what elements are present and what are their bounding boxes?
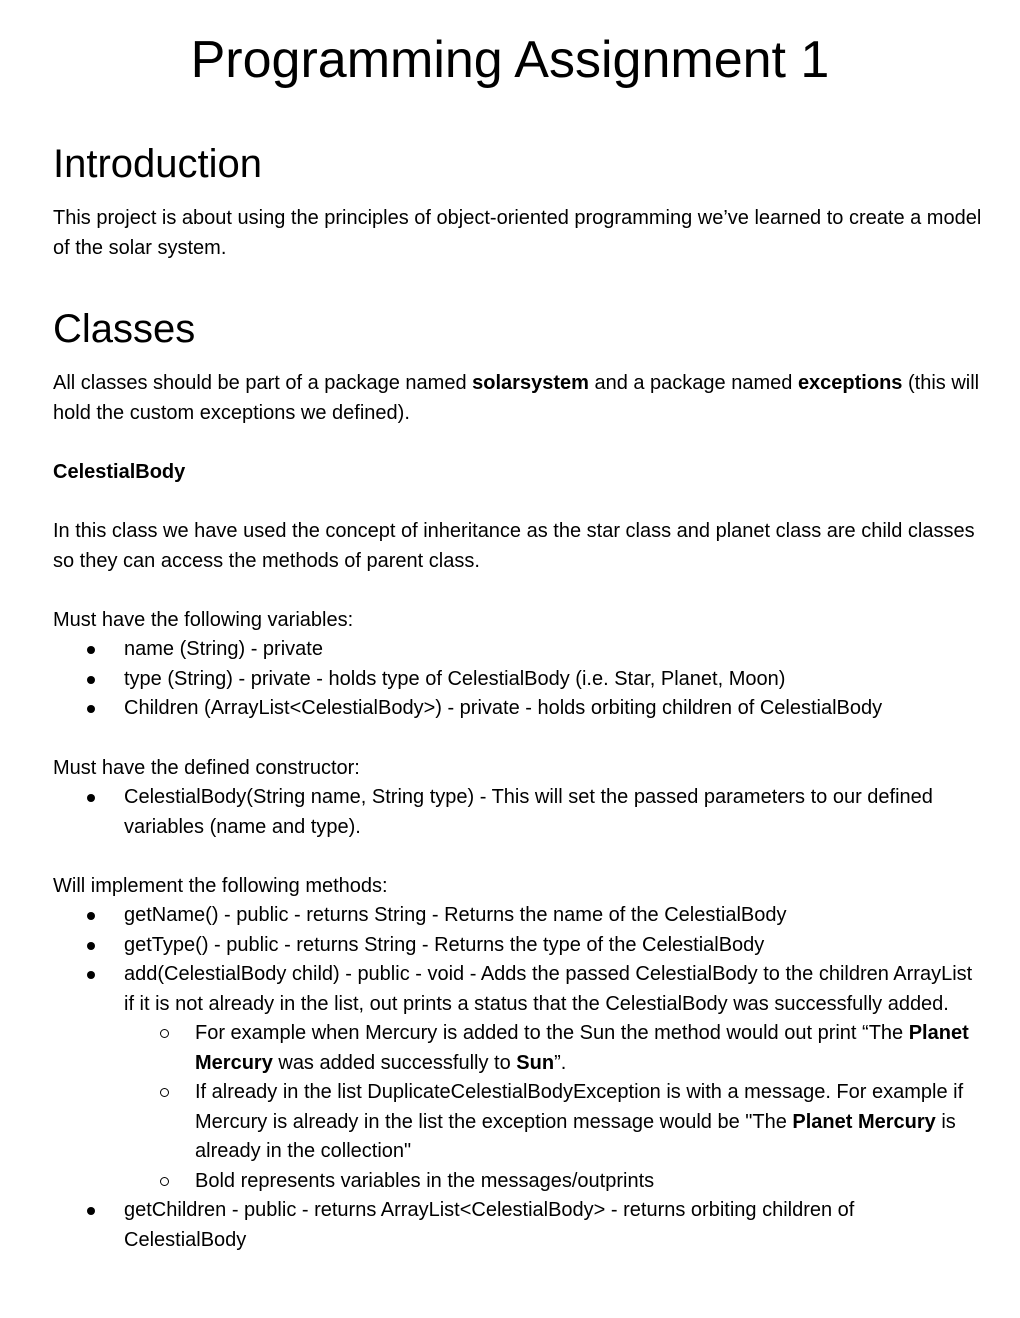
celestialbody-heading: CelestialBody [53,461,186,483]
method-add: add(CelestialBody child) - public - void - Adds the passed CelestialBody to the children ArrayList if it is not already in the list, out prints a status that the CelestialBody was successfully added. [124,963,973,1015]
list-item [124,1167,973,1197]
bullet-icon [87,705,95,713]
variable-type: type (String) - private - holds type of CelestialBody (i.e. Star, Planet, Moon) [124,667,786,690]
circle-bullet-icon [160,1177,169,1186]
variable-children: Children (ArrayList<CelestialBody>) - private - holds orbiting children of CelestialBody [124,697,883,719]
package-solarsystem: solarsystem [472,372,589,394]
constructor-signature: CelestialBody(String name, String type) - This will set the passed parameters to our defined variables (name and type). [124,786,933,838]
variables-list [53,635,973,724]
list-item [53,901,973,931]
note-example-text-1: For example when Mercury is added to the Sun the method would out print “The [195,1022,909,1044]
note-exception-text-1: If already in the list DuplicateCelestialBodyException is with a message. For example if Mercury is already in the list the exception message would be "The [195,1081,964,1133]
note-exception-bold: Planet Mercury [792,1110,936,1133]
note-exception-text-2: is already in the collection" [195,1110,956,1162]
list-item [53,783,973,842]
note-example-bold-1: Planet Mercury [195,1022,969,1074]
list-item [53,694,973,724]
bullet-icon [87,646,95,654]
circle-bullet-icon [160,1088,169,1097]
list-item [53,931,973,961]
packages-text-3: (this will hold the custom exceptions we defined). [53,372,980,424]
variables-intro: Must have the following variables: [53,609,354,631]
methods-list [53,901,973,1255]
introduction-paragraph: This project is about using the principles of object-oriented programming we’ve learned to create a model of the solar system. [53,207,982,259]
bullet-icon [87,676,95,684]
list-item [124,1019,973,1078]
list-item [53,635,973,665]
bullet-icon [87,942,95,950]
add-method-notes [124,1019,973,1196]
note-bold-meaning: Bold represents variables in the messages/outprints [195,1169,655,1192]
document-title: Programming Assignment 1 [190,31,830,89]
inheritance-paragraph: In this class we have used the concept of inheritance as the star class and planet class are child classes so they can access the methods of parent class. [53,520,975,572]
variable-name: name (String) - private [124,638,323,660]
list-item [53,1196,973,1255]
list-item [53,665,973,695]
method-getname: getName() - public - returns String - Returns the name of the CelestialBody [124,904,787,926]
constructor-list [53,783,973,842]
list-item [53,960,973,1196]
classes-heading: Classes [53,307,196,351]
packages-text-1: All classes should be part of a package named [53,372,473,394]
circle-bullet-icon [160,1029,169,1038]
note-example-bold-2: Sun [516,1051,555,1074]
methods-intro: Will implement the following methods: [53,875,388,897]
bullet-icon [87,912,95,920]
list-item [124,1078,973,1167]
packages-text-2: and a package named [588,372,798,394]
bullet-icon [87,1207,95,1215]
note-example-text-3: ”. [554,1051,567,1074]
bullet-icon [87,794,95,802]
method-getchildren: getChildren - public - returns ArrayList<CelestialBody> - returns orbiting children of CelestialBody [124,1199,855,1251]
note-example-text-2: was added successfully to [272,1051,517,1074]
packages-paragraph [53,369,983,428]
constructor-intro: Must have the defined constructor: [53,757,360,779]
package-exceptions: exceptions [797,372,903,394]
bullet-icon [87,971,95,979]
introduction-heading: Introduction [53,142,263,186]
method-gettype: getType() - public - returns String - Returns the type of the CelestialBody [124,933,765,956]
